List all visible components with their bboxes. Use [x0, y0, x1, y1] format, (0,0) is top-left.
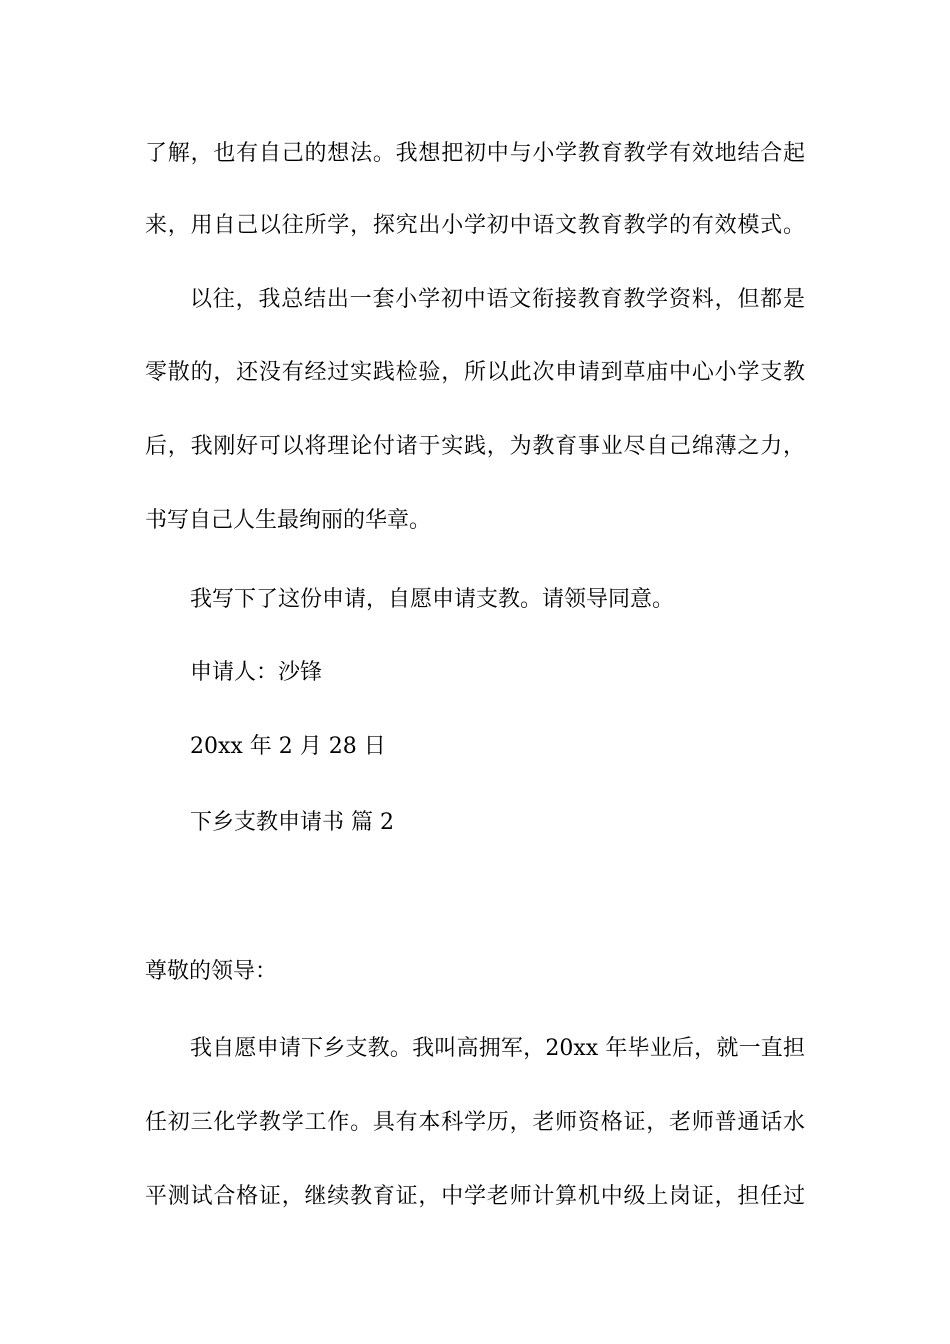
section-heading: 下乡支教申请书 篇 2: [190, 810, 394, 835]
paragraph-line: 来，用自己以往所学，探究出小学初中语文教育教学的有效模式。: [145, 213, 805, 238]
paragraph-line: 书写自己人生最绚丽的华章。: [145, 508, 432, 533]
paragraph-line: 后，我刚好可以将理论付诸于实践，为教育事业尽自己绵薄之力，: [145, 434, 805, 459]
paragraph-line: 零散的，还没有经过实践检验，所以此次申请到草庙中心小学支教: [145, 360, 805, 385]
paragraph-line: 任初三化学教学工作。具有本科学历，老师资格证，老师普通话水: [145, 1110, 805, 1135]
salutation: 尊敬的领导：: [145, 959, 278, 984]
applicant-line: 申请人：沙锋: [190, 660, 323, 685]
paragraph-line: 以往，我总结出一套小学初中语文衔接教育教学资料，但都是: [190, 287, 805, 312]
paragraph-line: 我写下了这份申请，自愿申请支教。请领导同意。: [190, 587, 675, 612]
paragraph-line: 平测试合格证，继续教育证，中学老师计算机中级上岗证，担任过: [145, 1184, 805, 1209]
date-line: 20xx 年 2 月 28 日: [190, 734, 386, 759]
paragraph-line: 了解，也有自己的想法。我想把初中与小学教育教学有效地结合起: [145, 141, 805, 166]
paragraph-line: 我自愿申请下乡支教。我叫高拥军，20xx 年毕业后，就一直担: [190, 1036, 805, 1061]
